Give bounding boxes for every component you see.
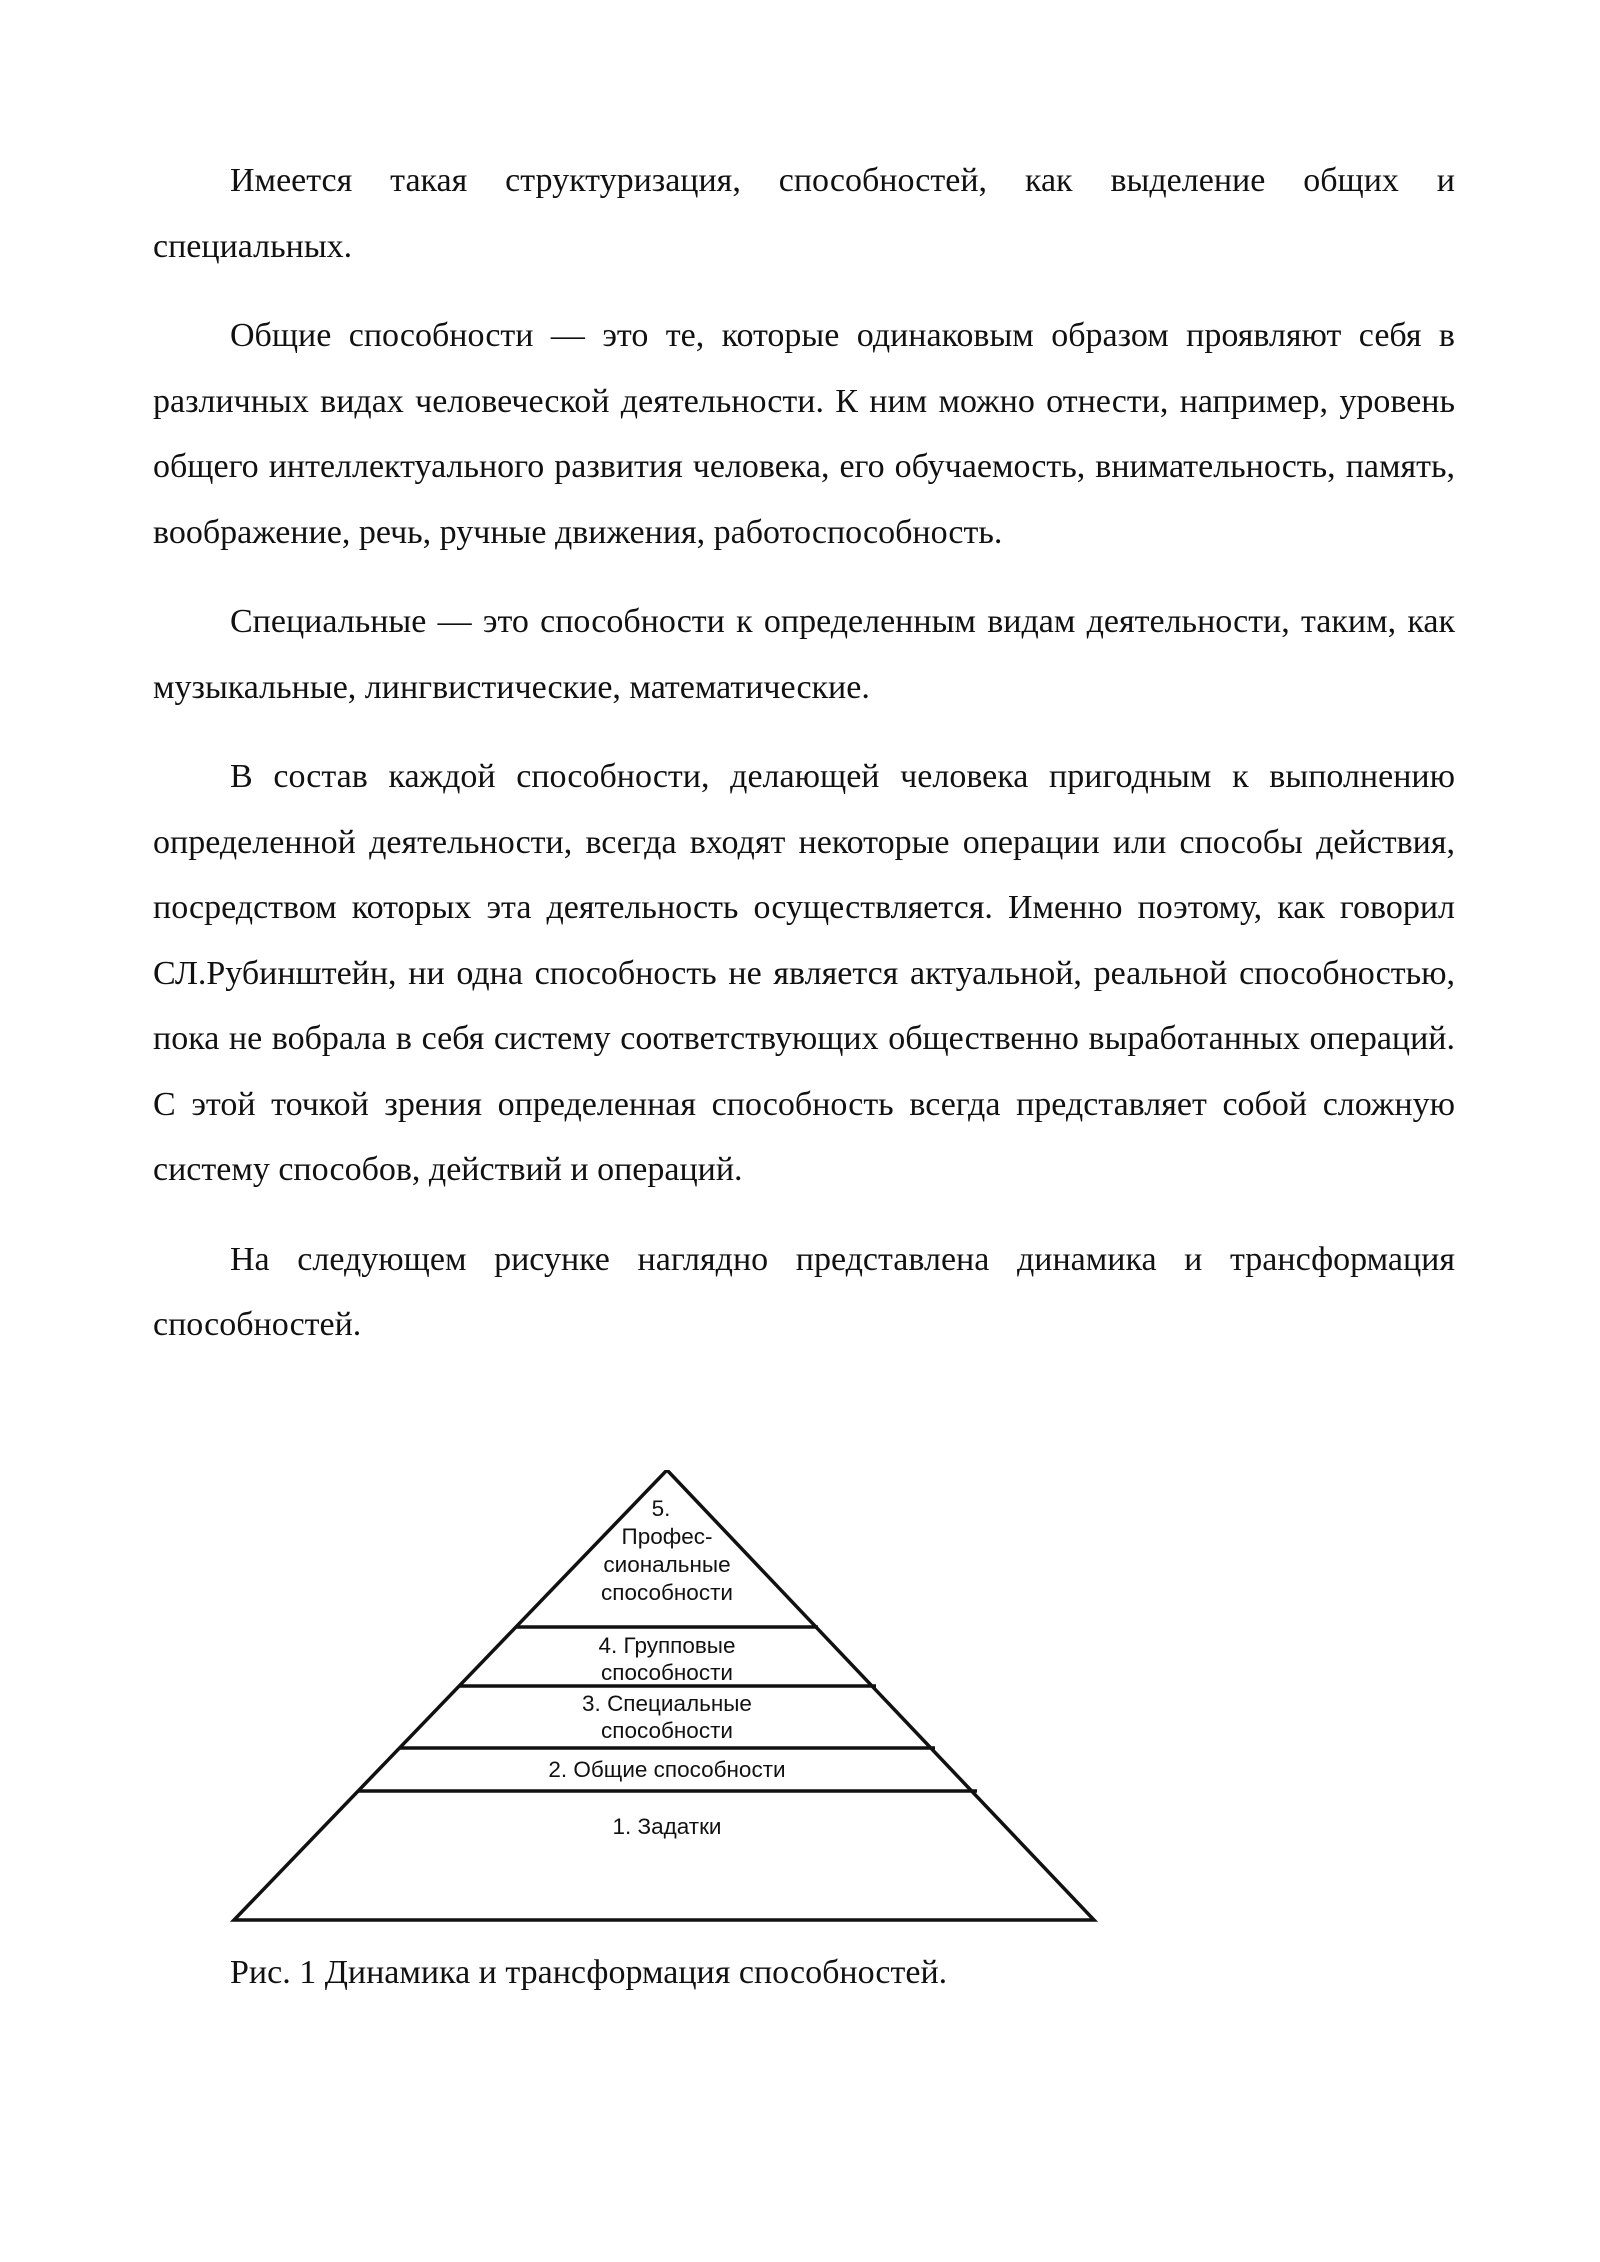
level-5-line-2: Профес- [621,1524,713,1549]
pyramid-figure [228,1470,1108,1930]
paragraph-1: Имеется такая структуризация, способностей, как выделение общих и специальных. [153,162,1455,265]
figure-caption: Рис. 1 Динамика и трансформация способностей. [230,1954,948,1991]
document-body [153,148,1455,1382]
level-1-line-1: 1. Задатки [612,1814,722,1839]
level-5-line-3: сиональные [603,1552,731,1577]
level-3-line-1: 3. Специальные [582,1691,752,1716]
level-4-line-1: 4. Групповые [598,1633,736,1658]
paragraph-5: На следующем рисунке наглядно представлена динамика и трансформация способностей. [153,1240,1455,1343]
level-3-line-2: способности [601,1718,733,1743]
pyramid-diagram [228,1470,1108,1930]
level-4-line-2: способности [601,1660,733,1685]
level-2-line-1: 2. Общие способности [548,1757,786,1782]
pyramid-level-3 [582,1691,752,1743]
pyramid-level-5 [601,1496,733,1605]
level-5-line-1: 5. [651,1496,671,1521]
pyramid-level-2 [548,1757,785,1782]
pyramid-level-1 [613,1814,722,1839]
level-5-line-4: способности [601,1580,733,1605]
paragraph-3: Специальные — это способности к определенным видам деятельности, таким, как музыкальные, лингвистические, математические. [153,603,1455,706]
paragraph-2: Общие способности — это те, которые одинаковым образом проявляют себя в различных видах человеческой деятельности. К ним можно отнести, например, уровень общего интеллектуального развития человека, его обучаемость, внимательность, память, воображение, речь, ручные движения, работоспособность. [153,317,1455,551]
pyramid-level-4 [599,1633,736,1685]
paragraph-4: В состав каждой способности, делающей человека пригодным к выполнению определенной деятельности, всегда входят некоторые операции или способы действия, посредством которых эта деятельность осуществляется. Именно поэтому, как говорил СЛ.Рубинштейн, ни одна способность не является актуальной, реальной способностью, пока не вобрала в себя систему соответствующих общественно выработанных операций. С этой точкой зрения определенная способность всегда представляет собой сложную систему способов, действий и операций. [153,758,1455,1188]
